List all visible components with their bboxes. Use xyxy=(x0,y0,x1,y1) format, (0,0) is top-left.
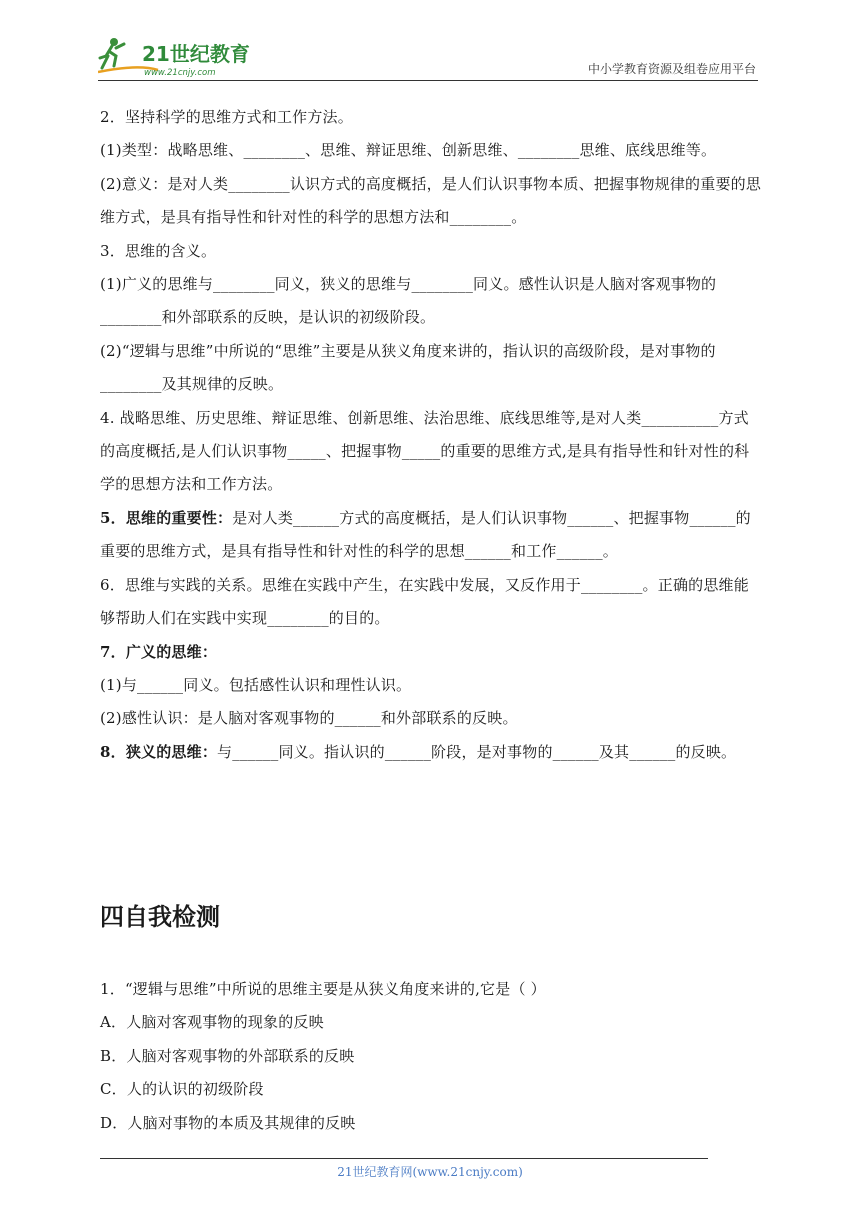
list-item: 6．思维与实践的关系。思维在实践中产生，在实践中发展，又反作用于________。正确的思维能够帮助人们在实践中实现________的目的。 xyxy=(100,575,749,628)
option-a[interactable]: A．人脑对客观事物的现象的反映 xyxy=(100,1013,324,1032)
list-item: (2)感性认识：是人脑对客观事物的______和外部联系的反映。 xyxy=(100,709,518,728)
footer-text[interactable]: 21世纪教育网(www.21cnjy.com) xyxy=(337,1165,523,1179)
option-b[interactable]: B．人脑对客观事物的外部联系的反映 xyxy=(100,1046,355,1065)
list-item: 7．广义的思维： xyxy=(100,642,218,661)
logo-text: 21世纪教育 xyxy=(142,42,250,66)
footer-divider xyxy=(100,1158,708,1159)
logo xyxy=(98,34,268,78)
list-item: (1)广义的思维与________同义，狭义的思维与________同义。感性认识是人脑对客观事物的________和外部联系的反映，是认识的初级阶段。 xyxy=(100,275,717,327)
list-item: (2)意义：是对人类________认识方式的高度概括，是人们认识事物本质、把握事物规律的重要的思维方式，是具有指导性和针对性的科学的思想方法和________。 xyxy=(100,174,762,227)
list-item: 4. 战略思维、历史思维、辩证思维、创新思维、法治思维、底线思维等,是对人类__________方式的高度概括,是人们认识事物_____、把握事物_____的重要的思维方式,是具有指导性和针对性的科学的思想方法和工作方法。 xyxy=(100,408,750,494)
page-header xyxy=(98,34,758,81)
list-item: (1)类型：战略思维、________、思维、辩证思维、创新思维、________思维、底线思维等。 xyxy=(100,141,717,160)
list-item: (2)“逻辑与思维”中所说的“思维”主要是从狭义角度来讲的，指认识的高级阶段，是对事物的________及其规律的反映。 xyxy=(100,341,716,394)
list-item: 2．坚持科学的思维方式和工作方法。 xyxy=(100,108,353,126)
question-block xyxy=(100,973,762,1140)
logo-url: www.21cnjy.com xyxy=(144,68,216,78)
option-d[interactable]: D．人脑对事物的本质及其规律的反映 xyxy=(100,1113,356,1132)
list-item: 8．狭义的思维：与______同义。指认识的______阶段，是对事物的______及其______的反映。 xyxy=(100,742,737,761)
header-platform-name: 中小学教育资源及组卷应用平台 xyxy=(587,62,756,76)
list-item: (1)与______同义。包括感性认识和理性认识。 xyxy=(100,675,412,694)
option-c[interactable]: C．人的认识的初级阶段 xyxy=(100,1080,264,1099)
list-item: 5．思维的重要性：是对人类______方式的高度概括，是人们认识事物______、把握事物______的重要的思维方式，是具有指导性和针对性的科学的思想______和工作______。 xyxy=(100,508,751,561)
list-item: 3．思维的含义。 xyxy=(100,241,217,260)
question-stem: 1．“逻辑与思维”中所说的思维主要是从狭义角度来讲的,它是（ ） xyxy=(100,980,546,998)
notes-body xyxy=(100,101,762,769)
section-title: 四自我检测 xyxy=(100,903,220,931)
